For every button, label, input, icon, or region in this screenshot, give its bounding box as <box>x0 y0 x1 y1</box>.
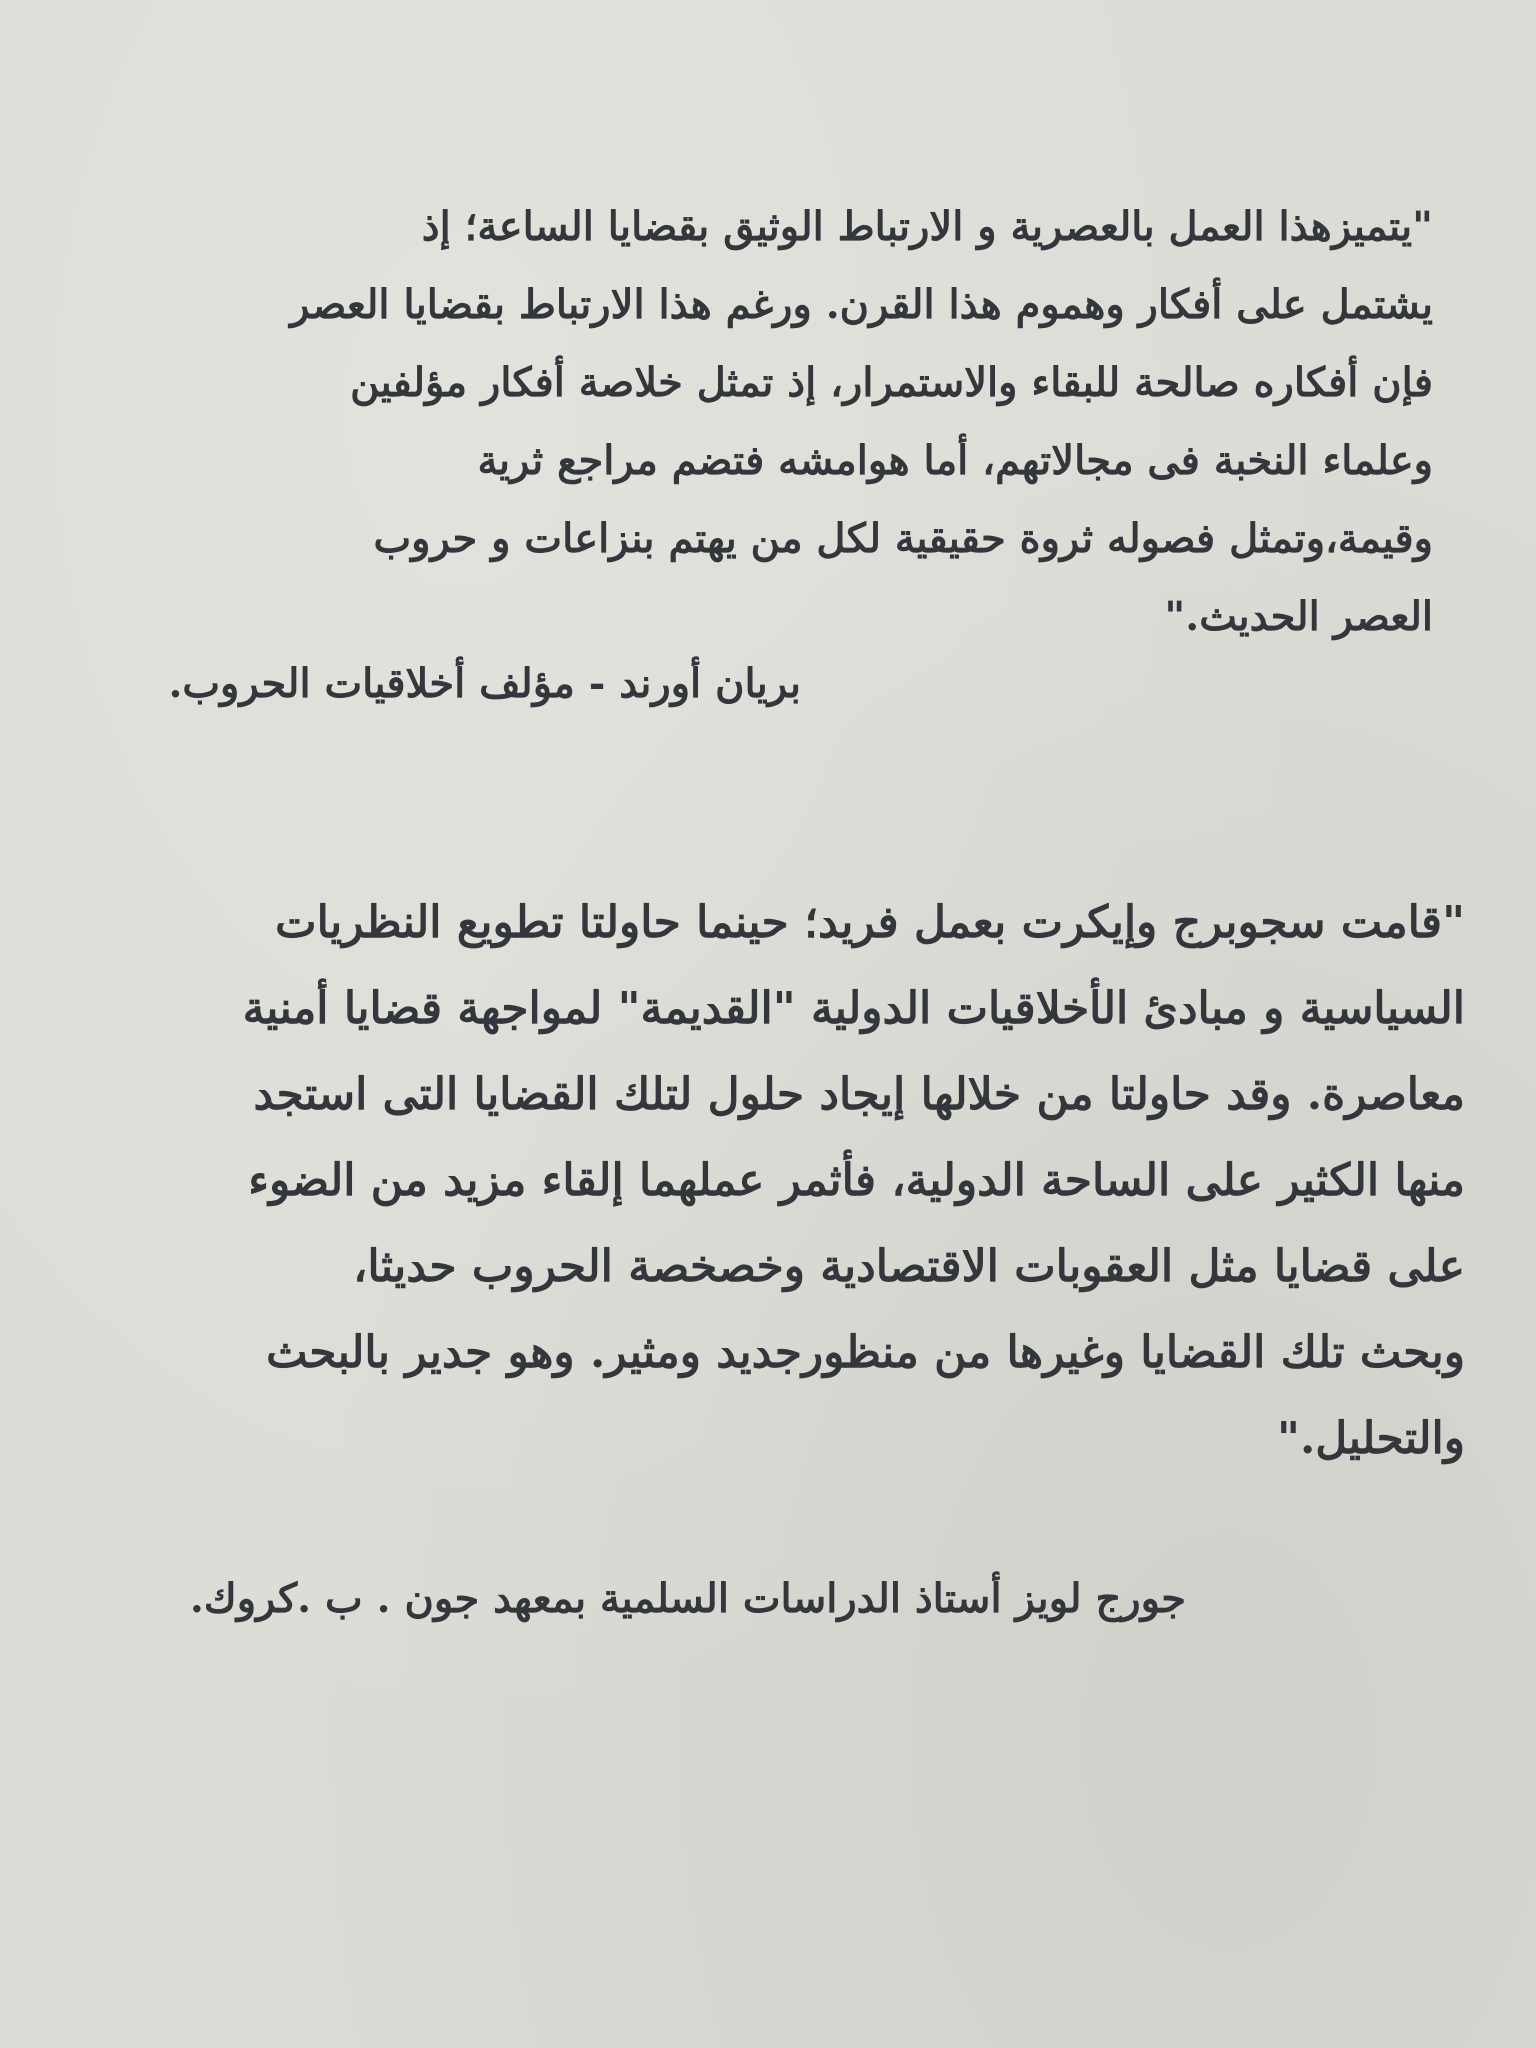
review-quote-1 <box>98 188 1433 656</box>
quote-1-line: العصر الحديث." <box>1164 593 1433 640</box>
quote-1-line: "يتميزهذا العمل بالعصرية و الارتباط الوثيق بقضايا الساعة؛ إذ <box>421 203 1433 250</box>
quote-2-line: وبحث تلك القضايا وغيرها من منظورجديد ومثير. وهو جدير بالبحث <box>266 1327 1465 1378</box>
quote-1-line: فإن أفكاره صالحة للبقاء والاستمرار، إذ تمثل خلاصة أفكار مؤلفين <box>350 359 1433 406</box>
quote-1-line: وقيمة،وتمثل فصوله ثروة حقيقية لكل من يهتم بنزاعات و حروب <box>373 515 1433 562</box>
quote-2-line: السياسية و مبادئ الأخلاقيات الدولية "القديمة" لمواجهة قضايا أمنية <box>242 983 1465 1034</box>
quote-1-attribution: بريان أورند - مؤلف أخلاقيات الحروب. <box>168 660 801 707</box>
quote-2-line: منها الكثير على الساحة الدولية، فأثمر عملهما إلقاء مزيد من الضوء <box>248 1155 1465 1206</box>
review-quote-2 <box>70 880 1465 1482</box>
quote-2-line: "قامت سجوبرج وإيكرت بعمل فريد؛ حينما حاولتا تطويع النظريات <box>275 897 1465 948</box>
quote-2-line: معاصرة. وقد حاولتا من خلالها إيجاد حلول لتلك القضايا التى استجد <box>253 1069 1465 1120</box>
quote-2-line: والتحليل." <box>1277 1413 1465 1464</box>
quote-1-line: وعلماء النخبة فى مجالاتهم، أما هوامشه فتضم مراجع ثرية <box>477 437 1433 484</box>
quote-1-line: يشتمل على أفكار وهموم هذا القرن. ورغم هذا الارتباط بقضايا العصر <box>290 281 1433 328</box>
quote-2-attribution: جورج لويز أستاذ الدراسات السلمية بمعهد جون . ب .كروك. <box>189 1575 1186 1622</box>
quote-2-line: على قضايا مثل العقوبات الاقتصادية وخصخصة الحروب حديثا، <box>353 1241 1465 1292</box>
